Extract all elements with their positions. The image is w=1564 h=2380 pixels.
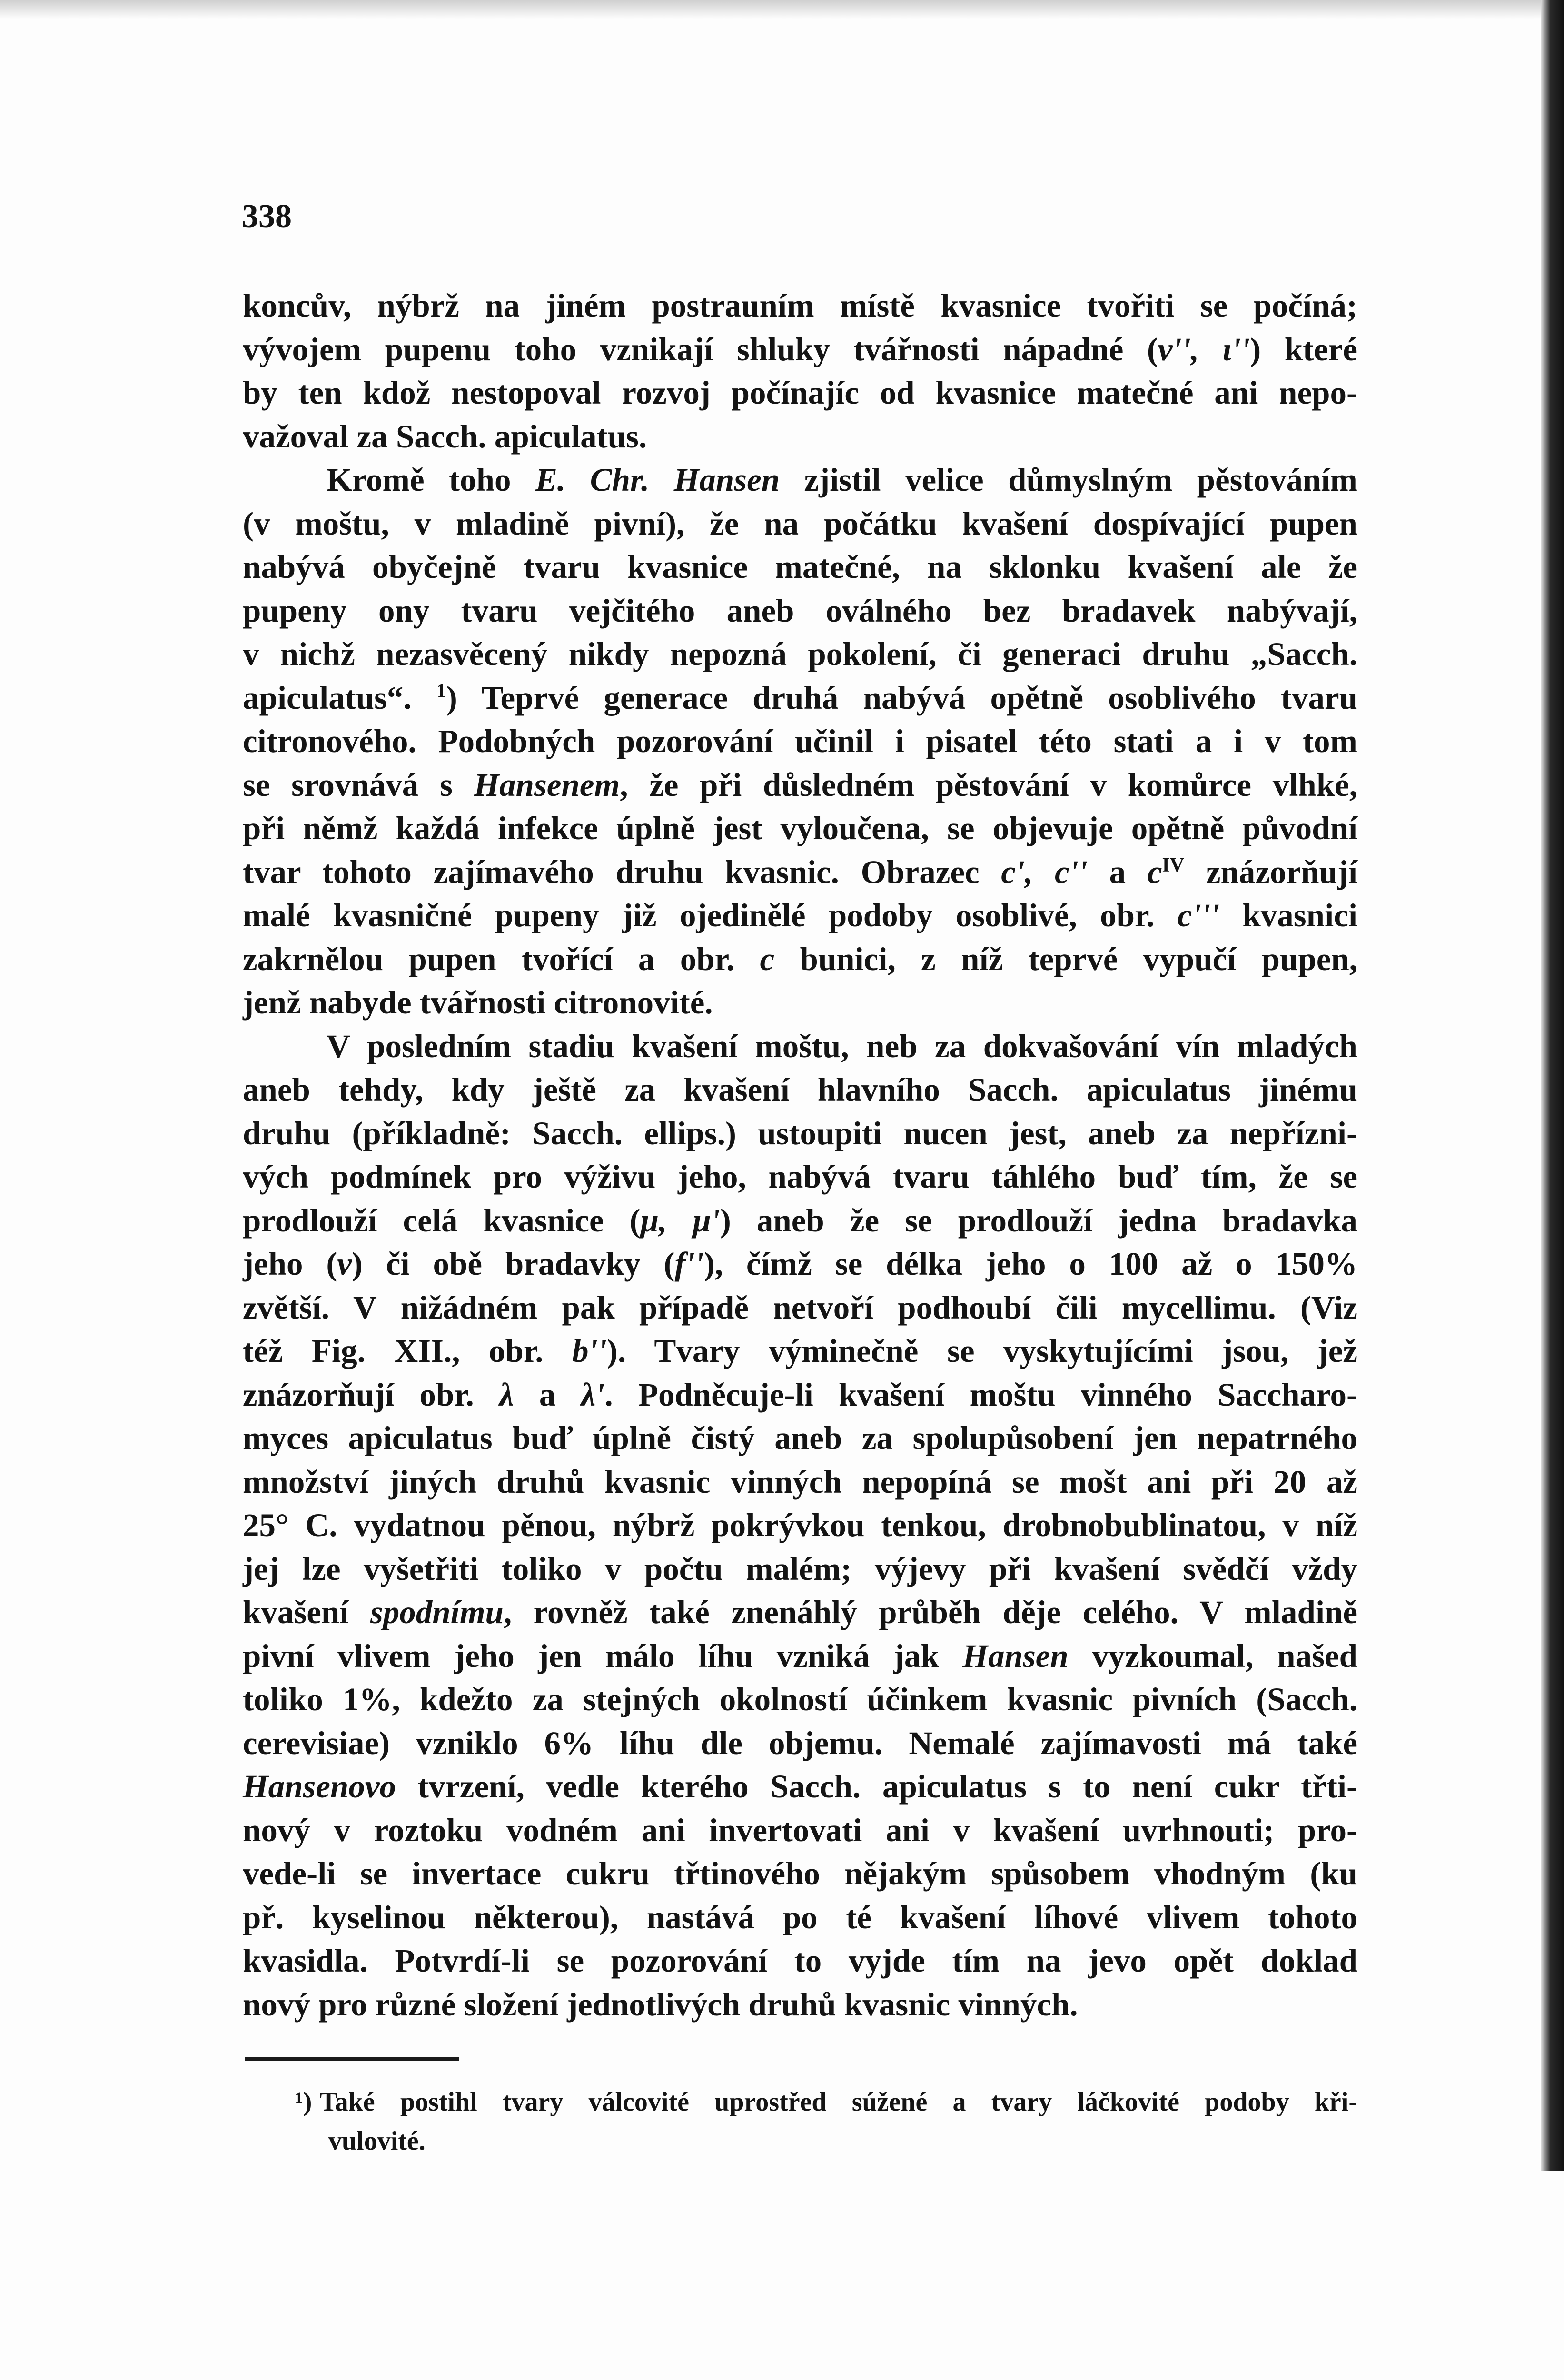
italic-text: μ, μ' bbox=[640, 1202, 720, 1239]
footnote bbox=[295, 2082, 1357, 2161]
text-line bbox=[243, 1896, 1357, 1940]
text-segment: kvasnici bbox=[1219, 897, 1357, 933]
text-line bbox=[243, 284, 1357, 328]
text-segment: apiculatus“. bbox=[243, 679, 436, 716]
text-segment: znázorňují bbox=[1184, 853, 1357, 890]
footnote-text: Také postihl tvary válcovité uprostřed súžené a tvary láčkovité podoby kři- bbox=[319, 2087, 1357, 2117]
text-segment: . Podněcuje-li kvašení moštu vinného Saccharo- bbox=[604, 1376, 1357, 1413]
text-segment: ) aneb že se prodlouží jedna bradavka bbox=[720, 1202, 1357, 1239]
text-segment: ) či obě bradavky ( bbox=[351, 1246, 675, 1282]
text-line bbox=[243, 1112, 1357, 1156]
italic-text: c bbox=[1147, 853, 1162, 890]
text-segment: by ten kdož nestopoval rozvoj počínajíc od kvasnice matečné ani nepo- bbox=[243, 375, 1357, 411]
italic-text: Hansen bbox=[962, 1637, 1069, 1674]
italic-text: c bbox=[760, 941, 775, 977]
text-segment: druhu (příkladně: Sacch. ellips.) ustoupiti nucen jest, aneb za nepřízni- bbox=[243, 1115, 1357, 1151]
italic-text: b'' bbox=[572, 1333, 607, 1369]
text-line bbox=[243, 371, 1357, 415]
italic-text: c''' bbox=[1177, 897, 1220, 933]
text-segment: myces apiculatus buď úplně čistý aneb za spolupůsobení jen nepatrného bbox=[243, 1420, 1357, 1456]
text-line bbox=[243, 1678, 1357, 1722]
text-segment: zjistil velice důmyslným pěstováním bbox=[780, 462, 1357, 498]
text-segment: kvašení bbox=[243, 1594, 370, 1630]
text-segment: a bbox=[514, 1376, 581, 1413]
text-line bbox=[243, 589, 1357, 633]
text-segment: ) které bbox=[1250, 331, 1357, 367]
text-line bbox=[243, 502, 1357, 546]
footnote-line bbox=[295, 2082, 1357, 2122]
text-line bbox=[243, 458, 1357, 502]
text-segment: , že při důsledném pěstování v komůrce vlhké, bbox=[620, 766, 1357, 803]
text-line bbox=[243, 1504, 1357, 1547]
text-line bbox=[243, 1025, 1357, 1069]
text-line bbox=[243, 1329, 1357, 1373]
text-segment: v nichž nezasvěcený nikdy nepozná pokolení, či generaci druhu „Sacch. bbox=[243, 636, 1357, 672]
text-line bbox=[243, 1809, 1357, 1853]
text-segment: cerevisiae) vzniklo 6% líhu dle objemu. Nemalé zajímavosti má také bbox=[243, 1725, 1357, 1761]
text-line bbox=[243, 1547, 1357, 1591]
text-segment: prodlouží celá kvasnice ( bbox=[243, 1202, 641, 1239]
footnote-marker: ¹) bbox=[295, 2087, 312, 2117]
text-segment: př. kyselinou některou), nastává po té kvašení líhové vlivem tohoto bbox=[243, 1899, 1357, 1935]
footnote-line bbox=[295, 2122, 1357, 2161]
text-line bbox=[243, 1373, 1357, 1417]
italic-text: f'' bbox=[674, 1246, 704, 1282]
text-segment: V posledním stadiu kvašení moštu, neb za dokvašování vín mladých bbox=[327, 1028, 1357, 1064]
text-line bbox=[243, 545, 1357, 589]
text-line bbox=[243, 1983, 1357, 2027]
italic-text: c', c'' bbox=[1001, 853, 1088, 890]
text-segment: toliko 1%, kdežto za stejných okolností účinkem kvasnic pivních (Sacch. bbox=[243, 1681, 1357, 1717]
text-segment: citronového. Podobných pozorování učinil i pisatel této stati a i v tom bbox=[243, 723, 1357, 759]
text-segment: aneb tehdy, kdy ještě za kvašení hlavního Sacch. apiculatus jinému bbox=[243, 1071, 1357, 1108]
text-line bbox=[243, 1591, 1357, 1635]
text-segment: znázorňují obr. bbox=[243, 1376, 499, 1413]
text-line bbox=[243, 807, 1357, 851]
text-line bbox=[243, 415, 1357, 459]
text-segment: ). Tvary výminečně se vyskytujícími jsou, jež bbox=[606, 1333, 1357, 1369]
italic-text: Hansenovo bbox=[243, 1768, 396, 1805]
text-segment: važoval za Sacch. apiculatus. bbox=[243, 418, 647, 455]
text-segment: nový v roztoku vodném ani invertovati ani v kvašení uvrhnouti; pro- bbox=[243, 1812, 1357, 1848]
text-line bbox=[243, 851, 1357, 894]
text-line bbox=[243, 1852, 1357, 1896]
text-segment: též Fig. XII., obr. bbox=[243, 1333, 573, 1369]
text-segment: ), čímž se délka jeho o 100 až o 150% bbox=[703, 1246, 1357, 1282]
text-line bbox=[243, 1242, 1357, 1286]
text-segment: , rovněž také znenáhlý průběh děje celého. V mladině bbox=[503, 1594, 1357, 1630]
text-segment: 25° C. vydatnou pěnou, nýbrž pokrývkou tenkou, drobnobublinatou, v níž bbox=[243, 1507, 1357, 1543]
italic-text: E. Chr. Hansen bbox=[535, 462, 780, 498]
text-segment: malé kvasničné pupeny již ojedinělé podoby osoblivé, obr. bbox=[243, 897, 1178, 933]
text-segment: kvasidla. Potvrdí-li se pozorování to vyjde tím na jevo opět doklad bbox=[243, 1943, 1357, 1979]
text-segment: Kromě toho bbox=[327, 462, 535, 498]
text-segment: jenž nabyde tvářnosti citronovité. bbox=[243, 984, 713, 1021]
text-segment: ) Teprvé generace druhá nabývá opětně osoblivého tvaru bbox=[446, 679, 1357, 716]
text-segment: vých podmínek pro výživu jeho, nabývá tvaru táhlého buď tím, že se bbox=[243, 1159, 1357, 1195]
text-segment: při němž každá infekce úplně jest vyloučena, se objevuje opětně původní bbox=[243, 810, 1357, 846]
italic-text: v bbox=[337, 1246, 352, 1282]
text-line bbox=[243, 633, 1357, 676]
italic-text: λ bbox=[499, 1376, 514, 1413]
text-segment: koncův, nýbrž na jiném postrauním místě kvasnice tvořiti se počíná; bbox=[243, 288, 1357, 324]
text-line bbox=[243, 720, 1357, 764]
text-line bbox=[243, 1417, 1357, 1460]
text-line bbox=[243, 1765, 1357, 1809]
text-segment: jej lze vyšetřiti toliko v počtu malém; výjevy při kvašení svědčí vždy bbox=[243, 1550, 1357, 1587]
text-line bbox=[243, 938, 1357, 982]
text-line bbox=[243, 1939, 1357, 1983]
text-line bbox=[243, 1068, 1357, 1112]
page-number: 338 bbox=[242, 198, 292, 235]
italic-text: v'', ι'' bbox=[1158, 331, 1250, 367]
text-segment: (v moštu, v mladině pivní), že na počátku kvašení dospívající pupen bbox=[243, 505, 1357, 542]
italic-text: spodnímu bbox=[370, 1594, 504, 1630]
text-segment: nový pro různé složení jednotlivých druhů kvasnic vinných. bbox=[243, 1986, 1078, 2023]
scan-edge-top bbox=[0, 0, 1541, 19]
text-segment: zakrnělou pupen tvořící a obr. bbox=[243, 941, 760, 977]
text-line bbox=[243, 676, 1357, 720]
text-line bbox=[243, 894, 1357, 938]
text-line bbox=[243, 328, 1357, 372]
body-text bbox=[243, 284, 1357, 2026]
text-segment: vyzkoumal, našed bbox=[1068, 1637, 1358, 1674]
text-segment: pupeny ony tvaru vejčitého aneb oválného bez bradavek nabývají, bbox=[243, 592, 1357, 629]
text-segment: množství jiných druhů kvasnic vinných nepopíná se mošt ani při 20 až bbox=[243, 1463, 1357, 1500]
superscript: IV bbox=[1162, 854, 1185, 876]
footnote-separator bbox=[245, 2057, 459, 2061]
text-line bbox=[243, 1635, 1357, 1678]
text-segment: vývojem pupenu toho vznikají shluky tvářnosti nápadné ( bbox=[243, 331, 1158, 367]
text-segment: zvětší. V nižádném pak případě netvoří podhoubí čili mycellimu. (Viz bbox=[243, 1289, 1357, 1326]
text-line bbox=[243, 1722, 1357, 1765]
text-line bbox=[243, 1199, 1357, 1243]
text-segment: pivní vlivem jeho jen málo líhu vzniká jak bbox=[243, 1637, 963, 1674]
text-segment: bunici, z níž teprvé vypučí pupen, bbox=[774, 941, 1357, 977]
text-segment: tvar tohoto zajímavého druhu kvasnic. Obrazec bbox=[243, 853, 1001, 890]
text-line bbox=[243, 1155, 1357, 1199]
text-segment: jeho ( bbox=[243, 1246, 337, 1282]
text-segment: vede-li se invertace cukru třtinového nějakým spůsobem vhodným (ku bbox=[243, 1855, 1357, 1892]
text-segment: nabývá obyčejně tvaru kvasnice matečné, na sklonku kvašení ale že bbox=[243, 549, 1357, 585]
scan-edge-right bbox=[1541, 0, 1564, 2171]
text-segment: a bbox=[1087, 853, 1148, 890]
footnote-text: vulovité. bbox=[328, 2126, 426, 2156]
italic-text: λ' bbox=[581, 1376, 605, 1413]
superscript: 1 bbox=[436, 680, 446, 702]
text-line bbox=[243, 981, 1357, 1025]
text-line bbox=[243, 764, 1357, 807]
text-line bbox=[243, 1286, 1357, 1330]
italic-text: Hansenem bbox=[474, 766, 620, 803]
text-segment: se srovnává s bbox=[243, 766, 474, 803]
text-segment: tvrzení, vedle kterého Sacch. apiculatus s to není cukr třti- bbox=[396, 1768, 1357, 1805]
text-line bbox=[243, 1460, 1357, 1504]
